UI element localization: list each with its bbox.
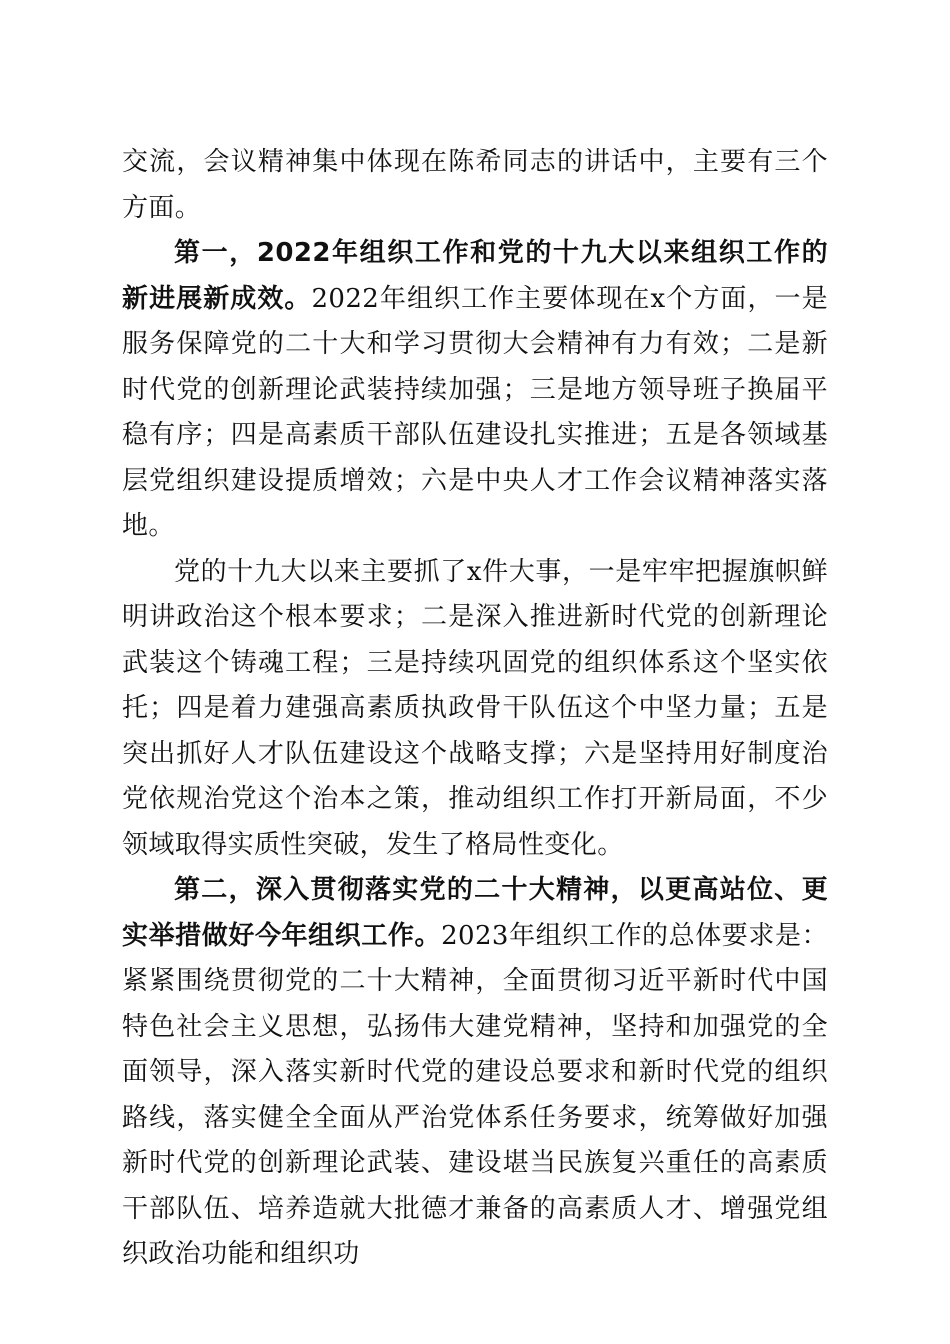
paragraph-heading: 第一，2022年组织工作和党的十九大以来组织工作的新进展新成效。 <box>122 238 828 314</box>
paragraph-text: 2023年组织工作的总体要求是：紧紧围绕贯彻党的二十大精神，全面贯彻习近平新时代中国特色社会主义思想，弘扬伟大建党精神，坚持和加强党的全面领导，深入落实新时代党的建设总要求和新时代党的组织路线，落实健全全面从严治党体系任务要求，统筹做好加强新时代党的创新理论武装、建设堪当民族复兴重任的高素质干部队伍、培养造就大批德才兼备的高素质人才、增强党组织政治功能和组织功 <box>122 920 828 1269</box>
paragraph-text: 党的十九大以来主要抓了x件大事，一是牢牢把握旗帜鲜明讲政治这个根本要求；二是深入推进新时代党的创新理论武装这个铸魂工程；三是持续巩固党的组织体系这个坚实依托；四是着力建强高素质执政骨干队伍这个中坚力量；五是突出抓好人才队伍建设这个战略支撑；六是坚持用好制度治党依规治党这个治本之策，推动组织工作打开新局面，不少领域取得实质性突破，发生了格局性变化。 <box>122 556 828 860</box>
paragraph-continuation <box>122 140 828 231</box>
paragraph-text: 2022年组织工作主要体现在x个方面，一是服务保障党的二十大和学习贯彻大会精神有力有效；二是新时代党的创新理论武装持续加强；三是地方领导班子换届平稳有序；四是高素质干部队伍建设扎实推进；五是各领域基层党组织建设提质增效；六是中央人才工作会议精神落实落地。 <box>122 283 828 541</box>
document-page <box>122 140 828 1278</box>
paragraph-major-tasks <box>122 550 828 869</box>
paragraph-second-point <box>122 868 828 1278</box>
paragraph-first-point <box>122 231 828 550</box>
paragraph-text: 交流，会议精神集中体现在陈希同志的讲话中，主要有三个方面。 <box>122 147 828 223</box>
paragraph-heading: 第二，深入贯彻落实党的二十大精神，以更高站位、更实举措做好今年组织工作。 <box>122 875 828 951</box>
